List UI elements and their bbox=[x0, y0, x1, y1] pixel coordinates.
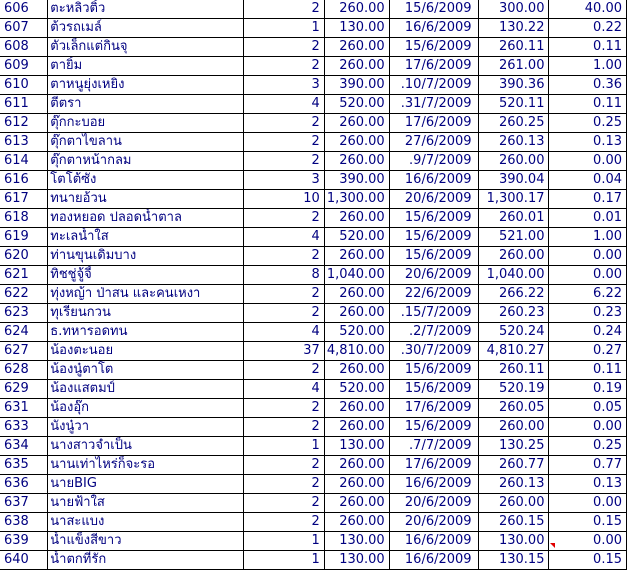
cell-id[interactable]: 633 bbox=[0, 418, 48, 437]
cell-date[interactable]: .9/7/2009 bbox=[389, 152, 478, 171]
cell-qty[interactable]: 4 bbox=[243, 228, 324, 247]
cell-qty[interactable]: 1 bbox=[243, 532, 324, 551]
cell-date[interactable]: 22/6/2009 bbox=[389, 285, 478, 304]
table-row bbox=[0, 0, 627, 19]
cell-qty[interactable]: 4 bbox=[243, 323, 324, 342]
cell-id[interactable]: 640 bbox=[0, 551, 48, 570]
cell-id[interactable]: 638 bbox=[0, 513, 48, 532]
cell-date[interactable]: .31/7/2009 bbox=[389, 95, 478, 114]
comment-indicator-icon[interactable] bbox=[550, 543, 555, 548]
cell-name[interactable]: ทุ่งหญ้า ป่าสน และคนเหงา bbox=[48, 285, 243, 304]
cell-diff[interactable]: 0.25 bbox=[549, 437, 627, 456]
cell-name[interactable]: ทนายอ้วน bbox=[48, 190, 243, 209]
table-row bbox=[0, 304, 627, 323]
cell-paid[interactable]: 260.25 bbox=[478, 114, 549, 133]
cell-paid[interactable]: 130.15 bbox=[478, 551, 549, 570]
cell-qty[interactable]: 2 bbox=[243, 57, 324, 76]
cell-amount[interactable]: 390.00 bbox=[324, 171, 389, 190]
cell-id[interactable]: 616 bbox=[0, 171, 48, 190]
cell-id[interactable]: 617 bbox=[0, 190, 48, 209]
table-row bbox=[0, 437, 627, 456]
cell-diff[interactable]: 0.11 bbox=[549, 38, 627, 57]
table-row bbox=[0, 152, 627, 171]
cell-diff[interactable]: 40.00 bbox=[549, 0, 627, 19]
cell-paid[interactable]: 260.11 bbox=[478, 361, 549, 380]
cell-date[interactable]: 16/6/2009 bbox=[389, 551, 478, 570]
cell-date[interactable]: .7/7/2009 bbox=[389, 437, 478, 456]
cell-qty[interactable]: 10 bbox=[243, 190, 324, 209]
cell-paid[interactable]: 260.15 bbox=[478, 513, 549, 532]
cell-amount[interactable]: 520.00 bbox=[324, 380, 389, 399]
cell-id[interactable]: 613 bbox=[0, 133, 48, 152]
cell-name[interactable]: ตุ๊กกะบอย bbox=[48, 114, 243, 133]
table-row bbox=[0, 456, 627, 475]
cell-paid[interactable]: 260.01 bbox=[478, 209, 549, 228]
table-row bbox=[0, 266, 627, 285]
table-row bbox=[0, 209, 627, 228]
cell-diff[interactable]: 0.77 bbox=[549, 456, 627, 475]
cell-date[interactable]: 15/6/2009 bbox=[389, 380, 478, 399]
cell-amount[interactable]: 260.00 bbox=[324, 247, 389, 266]
cell-amount[interactable]: 260.00 bbox=[324, 494, 389, 513]
table-row bbox=[0, 551, 627, 570]
cell-paid[interactable]: 260.00 bbox=[478, 418, 549, 437]
cell-date[interactable]: .2/7/2009 bbox=[389, 323, 478, 342]
cell-id[interactable]: 618 bbox=[0, 209, 48, 228]
cell-paid[interactable]: 260.13 bbox=[478, 475, 549, 494]
cell-diff[interactable]: 0.17 bbox=[549, 190, 627, 209]
table-row bbox=[0, 19, 627, 38]
cell-id[interactable]: 623 bbox=[0, 304, 48, 323]
cell-name[interactable]: นายBIG bbox=[48, 475, 243, 494]
cell-date[interactable]: .30/7/2009 bbox=[389, 342, 478, 361]
table-row bbox=[0, 133, 627, 152]
cell-paid[interactable]: 260.00 bbox=[478, 152, 549, 171]
cell-paid[interactable]: 520.11 bbox=[478, 95, 549, 114]
table-row bbox=[0, 57, 627, 76]
cell-paid[interactable]: 1,040.00 bbox=[478, 266, 549, 285]
cell-id[interactable]: 624 bbox=[0, 323, 48, 342]
cell-qty[interactable]: 2 bbox=[243, 0, 324, 19]
cell-diff[interactable]: 0.00 bbox=[549, 494, 627, 513]
cell-id[interactable]: 636 bbox=[0, 475, 48, 494]
cell-amount[interactable]: 130.00 bbox=[324, 532, 389, 551]
cell-qty[interactable]: 3 bbox=[243, 171, 324, 190]
cell-date[interactable]: 15/6/2009 bbox=[389, 209, 478, 228]
cell-amount[interactable]: 260.00 bbox=[324, 456, 389, 475]
cell-amount[interactable]: 260.00 bbox=[324, 475, 389, 494]
cell-date[interactable]: 15/6/2009 bbox=[389, 38, 478, 57]
cell-qty[interactable]: 2 bbox=[243, 399, 324, 418]
table-row bbox=[0, 513, 627, 532]
cell-paid[interactable]: 300.00 bbox=[478, 0, 549, 19]
cell-diff[interactable]: 0.25 bbox=[549, 114, 627, 133]
cell-date[interactable]: 16/6/2009 bbox=[389, 171, 478, 190]
cell-name[interactable]: ทุเรียนกวน bbox=[48, 304, 243, 323]
cell-amount[interactable]: 520.00 bbox=[324, 228, 389, 247]
cell-diff[interactable]: 0.22 bbox=[549, 19, 627, 38]
cell-date[interactable]: 17/6/2009 bbox=[389, 456, 478, 475]
cell-date[interactable]: 17/6/2009 bbox=[389, 57, 478, 76]
cell-date[interactable]: 16/6/2009 bbox=[389, 532, 478, 551]
cell-name[interactable]: น้ำแข็งสีขาว bbox=[48, 532, 243, 551]
cell-qty[interactable]: 3 bbox=[243, 76, 324, 95]
cell-date[interactable]: 27/6/2009 bbox=[389, 133, 478, 152]
cell-id[interactable]: 611 bbox=[0, 95, 48, 114]
cell-amount[interactable]: 130.00 bbox=[324, 551, 389, 570]
cell-name[interactable]: นังนู๋วา bbox=[48, 418, 243, 437]
cell-name[interactable]: ตุ๊กตาไขลาน bbox=[48, 133, 243, 152]
cell-name[interactable]: ท่านขุนเดิมบาง bbox=[48, 247, 243, 266]
cell-qty[interactable]: 8 bbox=[243, 266, 324, 285]
cell-qty[interactable]: 2 bbox=[243, 475, 324, 494]
cell-paid[interactable]: 4,810.27 bbox=[478, 342, 549, 361]
cell-qty[interactable]: 4 bbox=[243, 95, 324, 114]
cell-name[interactable]: ตาหนูยุ่งเหยิง bbox=[48, 76, 243, 95]
cell-name[interactable]: ทะเลน้ำใส bbox=[48, 228, 243, 247]
cell-name[interactable]: ตีตรา bbox=[48, 95, 243, 114]
cell-name[interactable]: น้องนู๋ตาโต bbox=[48, 361, 243, 380]
cell-id[interactable]: 628 bbox=[0, 361, 48, 380]
cell-diff[interactable]: 0.11 bbox=[549, 95, 627, 114]
table-row bbox=[0, 361, 627, 380]
cell-name[interactable]: นายฟ้าใส bbox=[48, 494, 243, 513]
table-row bbox=[0, 399, 627, 418]
cell-diff[interactable]: 0.19 bbox=[549, 380, 627, 399]
cell-name[interactable]: ตุ๊กตาหน้ากลม bbox=[48, 152, 243, 171]
table-row bbox=[0, 76, 627, 95]
cell-diff[interactable]: 0.00 bbox=[549, 152, 627, 171]
cell-diff[interactable]: 0.13 bbox=[549, 133, 627, 152]
table-row bbox=[0, 342, 627, 361]
table-row bbox=[0, 228, 627, 247]
cell-paid[interactable]: 521.00 bbox=[478, 228, 549, 247]
cell-name[interactable]: น้ำตกที่รัก bbox=[48, 551, 243, 570]
cell-qty[interactable]: 1 bbox=[243, 551, 324, 570]
cell-date[interactable]: 15/6/2009 bbox=[389, 247, 478, 266]
cell-name[interactable]: ธ.ทหารอดทน bbox=[48, 323, 243, 342]
cell-qty[interactable]: 37 bbox=[243, 342, 324, 361]
cell-paid[interactable]: 130.22 bbox=[478, 19, 549, 38]
cell-qty[interactable]: 2 bbox=[243, 304, 324, 323]
cell-diff[interactable]: 0.00 bbox=[549, 418, 627, 437]
table-row bbox=[0, 494, 627, 513]
table-row bbox=[0, 114, 627, 133]
cell-qty[interactable]: 4 bbox=[243, 380, 324, 399]
cell-id[interactable]: 609 bbox=[0, 57, 48, 76]
cell-id[interactable]: 635 bbox=[0, 456, 48, 475]
cell-paid[interactable]: 260.00 bbox=[478, 247, 549, 266]
cell-paid[interactable]: 266.22 bbox=[478, 285, 549, 304]
cell-qty[interactable]: 1 bbox=[243, 437, 324, 456]
cell-paid[interactable]: 390.36 bbox=[478, 76, 549, 95]
table-row bbox=[0, 190, 627, 209]
cell-id[interactable]: 608 bbox=[0, 38, 48, 57]
cell-amount[interactable]: 390.00 bbox=[324, 76, 389, 95]
cell-qty[interactable]: 2 bbox=[243, 285, 324, 304]
cell-paid[interactable]: 261.00 bbox=[478, 57, 549, 76]
cell-id[interactable]: 620 bbox=[0, 247, 48, 266]
cell-name[interactable]: น้องอุ๊ก bbox=[48, 399, 243, 418]
cell-date[interactable]: .15/7/2009 bbox=[389, 304, 478, 323]
cell-name[interactable]: ทองหยอด ปลอดน้ำตาล bbox=[48, 209, 243, 228]
cell-diff[interactable]: 0.00 bbox=[549, 247, 627, 266]
cell-amount[interactable]: 260.00 bbox=[324, 285, 389, 304]
cell-qty[interactable]: 2 bbox=[243, 418, 324, 437]
cell-amount[interactable]: 260.00 bbox=[324, 513, 389, 532]
cell-date[interactable]: 20/6/2009 bbox=[389, 266, 478, 285]
cell-qty[interactable]: 2 bbox=[243, 114, 324, 133]
cell-date[interactable]: 20/6/2009 bbox=[389, 190, 478, 209]
cell-amount[interactable]: 520.00 bbox=[324, 323, 389, 342]
cell-amount[interactable]: 260.00 bbox=[324, 0, 389, 19]
cell-date[interactable]: 17/6/2009 bbox=[389, 399, 478, 418]
cell-diff[interactable]: 0.00 bbox=[549, 532, 627, 551]
table-row bbox=[0, 285, 627, 304]
cell-id[interactable]: 634 bbox=[0, 437, 48, 456]
cell-diff[interactable]: 0.13 bbox=[549, 475, 627, 494]
table-row bbox=[0, 475, 627, 494]
cell-amount[interactable]: 260.00 bbox=[324, 133, 389, 152]
cell-diff[interactable]: 0.15 bbox=[549, 551, 627, 570]
cell-amount[interactable]: 1,040.00 bbox=[324, 266, 389, 285]
table-row bbox=[0, 247, 627, 266]
cell-qty[interactable]: 2 bbox=[243, 494, 324, 513]
cell-diff[interactable]: 0.05 bbox=[549, 399, 627, 418]
cell-id[interactable]: 606 bbox=[0, 0, 48, 19]
cell-qty[interactable]: 2 bbox=[243, 133, 324, 152]
cell-paid[interactable]: 260.11 bbox=[478, 38, 549, 57]
cell-diff[interactable]: 0.01 bbox=[549, 209, 627, 228]
cell-date[interactable]: 20/6/2009 bbox=[389, 513, 478, 532]
cell-name[interactable]: น้องตะนอย bbox=[48, 342, 243, 361]
cell-paid[interactable]: 1,300.17 bbox=[478, 190, 549, 209]
cell-diff[interactable]: 0.00 bbox=[549, 266, 627, 285]
cell-paid[interactable]: 260.00 bbox=[478, 494, 549, 513]
cell-paid[interactable]: 130.25 bbox=[478, 437, 549, 456]
cell-amount[interactable]: 260.00 bbox=[324, 399, 389, 418]
cell-qty[interactable]: 2 bbox=[243, 209, 324, 228]
cell-date[interactable]: 15/6/2009 bbox=[389, 418, 478, 437]
cell-paid[interactable]: 260.23 bbox=[478, 304, 549, 323]
table-row bbox=[0, 38, 627, 57]
cell-qty[interactable]: 1 bbox=[243, 19, 324, 38]
cell-paid[interactable]: 260.13 bbox=[478, 133, 549, 152]
cell-id[interactable]: 627 bbox=[0, 342, 48, 361]
cell-qty[interactable]: 2 bbox=[243, 456, 324, 475]
cell-paid[interactable]: 130.00 bbox=[478, 532, 549, 551]
cell-diff[interactable]: 0.24 bbox=[549, 323, 627, 342]
cell-id[interactable]: 637 bbox=[0, 494, 48, 513]
cell-amount[interactable]: 260.00 bbox=[324, 361, 389, 380]
cell-name[interactable]: ตายิ้ม bbox=[48, 57, 243, 76]
cell-date[interactable]: .10/7/2009 bbox=[389, 76, 478, 95]
cell-date[interactable]: 16/6/2009 bbox=[389, 19, 478, 38]
cell-date[interactable]: 15/6/2009 bbox=[389, 361, 478, 380]
cell-diff[interactable]: 1.00 bbox=[549, 228, 627, 247]
cell-qty[interactable]: 2 bbox=[243, 361, 324, 380]
cell-date[interactable]: 15/6/2009 bbox=[389, 0, 478, 19]
cell-qty[interactable]: 2 bbox=[243, 247, 324, 266]
cell-id[interactable]: 612 bbox=[0, 114, 48, 133]
cell-name[interactable]: น้องแสตมป์ bbox=[48, 380, 243, 399]
cell-paid[interactable]: 260.77 bbox=[478, 456, 549, 475]
cell-diff[interactable]: 0.36 bbox=[549, 76, 627, 95]
table-row bbox=[0, 171, 627, 190]
cell-id[interactable]: 631 bbox=[0, 399, 48, 418]
cell-name[interactable]: ทิชชู่จู้จี้ bbox=[48, 266, 243, 285]
cell-amount[interactable]: 260.00 bbox=[324, 304, 389, 323]
cell-paid[interactable]: 520.24 bbox=[478, 323, 549, 342]
cell-name[interactable]: ต้วรถเมล์ bbox=[48, 19, 243, 38]
cell-paid[interactable]: 520.19 bbox=[478, 380, 549, 399]
cell-amount[interactable]: 260.00 bbox=[324, 114, 389, 133]
cell-amount[interactable]: 260.00 bbox=[324, 57, 389, 76]
table-row bbox=[0, 418, 627, 437]
cell-paid[interactable]: 260.05 bbox=[478, 399, 549, 418]
cell-amount[interactable]: 520.00 bbox=[324, 95, 389, 114]
cell-amount[interactable]: 260.00 bbox=[324, 209, 389, 228]
cell-amount[interactable]: 130.00 bbox=[324, 19, 389, 38]
cell-diff[interactable]: 0.27 bbox=[549, 342, 627, 361]
cell-date[interactable]: 16/6/2009 bbox=[389, 475, 478, 494]
cell-name[interactable]: ตะหลิวติ้ว bbox=[48, 0, 243, 19]
cell-diff[interactable]: 0.11 bbox=[549, 361, 627, 380]
cell-name[interactable]: นาสะแบง bbox=[48, 513, 243, 532]
table-row bbox=[0, 95, 627, 114]
cell-id[interactable]: 622 bbox=[0, 285, 48, 304]
cell-name[interactable]: นานเท่าไหร่ก็จะรอ bbox=[48, 456, 243, 475]
cell-name[interactable]: นางสาวจำเป็น bbox=[48, 437, 243, 456]
cell-paid[interactable]: 390.04 bbox=[478, 171, 549, 190]
cell-amount[interactable]: 260.00 bbox=[324, 418, 389, 437]
table-row bbox=[0, 323, 627, 342]
cell-amount[interactable]: 130.00 bbox=[324, 437, 389, 456]
cell-date[interactable]: 17/6/2009 bbox=[389, 114, 478, 133]
cell-id[interactable]: 621 bbox=[0, 266, 48, 285]
cell-qty[interactable]: 2 bbox=[243, 152, 324, 171]
cell-amount[interactable]: 260.00 bbox=[324, 38, 389, 57]
cell-amount[interactable]: 1,300.00 bbox=[324, 190, 389, 209]
cell-id[interactable]: 614 bbox=[0, 152, 48, 171]
table-row bbox=[0, 380, 627, 399]
cell-diff[interactable]: 1.00 bbox=[549, 57, 627, 76]
cell-qty[interactable]: 2 bbox=[243, 38, 324, 57]
cell-qty[interactable]: 2 bbox=[243, 513, 324, 532]
cell-amount[interactable]: 260.00 bbox=[324, 152, 389, 171]
cell-id[interactable]: 619 bbox=[0, 228, 48, 247]
cell-diff[interactable]: 0.23 bbox=[549, 304, 627, 323]
cell-id[interactable]: 607 bbox=[0, 19, 48, 38]
cell-name[interactable]: โตโต้ซัง bbox=[48, 171, 243, 190]
table-row bbox=[0, 532, 627, 551]
cell-name[interactable]: ตัวเล็กแต่กินจุ bbox=[48, 38, 243, 57]
cell-amount[interactable]: 4,810.00 bbox=[324, 342, 389, 361]
cell-diff[interactable]: 6.22 bbox=[549, 285, 627, 304]
cell-id[interactable]: 610 bbox=[0, 76, 48, 95]
cell-id[interactable]: 629 bbox=[0, 380, 48, 399]
cell-date[interactable]: 20/6/2009 bbox=[389, 494, 478, 513]
cell-diff[interactable]: 0.04 bbox=[549, 171, 627, 190]
cell-id[interactable]: 639 bbox=[0, 532, 48, 551]
cell-diff[interactable]: 0.15 bbox=[549, 513, 627, 532]
cell-date[interactable]: 15/6/2009 bbox=[389, 228, 478, 247]
